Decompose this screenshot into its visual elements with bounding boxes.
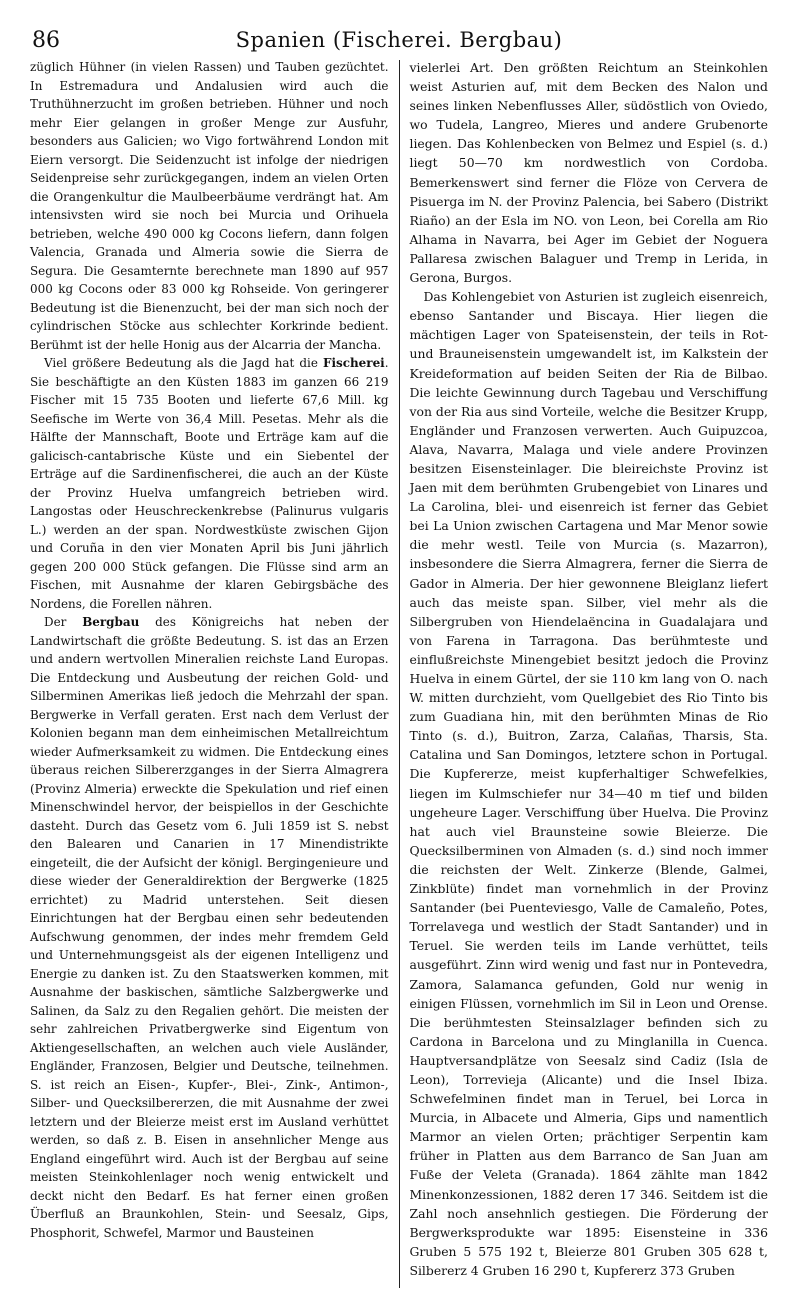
paragraph: [409, 58, 768, 287]
running-title: Spanien (Fischerei. Bergbau): [235, 28, 563, 52]
text-run: Viel größere Bedeutung als die Jagd hat die: [44, 356, 323, 370]
page-header: [30, 24, 768, 58]
right-column: [409, 58, 768, 1288]
text-run: des Königreichs hat neben der Landwirtschaft die größte Bedeutung. S. ist das an Erzen und andern wertvollen Mineralien reichste Land Europas. Die Entdeckung und Ausbeutung der reichen Gold- und Silberminen Amerikas ließ jedoch die Mehrzahl der span. Bergwerke in Verfall geraten. Erst nach dem Verlust der Kolonien begann man dem einheimischen Metallreichtum wieder Aufmerksamkeit zu widmen. Die Entdeckung eines überaus reichen Silbererzganges in der Sierra Almagrera (Provinz Almeria) erweckte die Spekulation und rief einen Minenschwindel hervor, der beispiellos in der Geschichte dasteht. Durch das Gesetz vom 6. Juli 1859 ist S. nebst den Balearen und Canarien in 17 Minendistrikte eingeteilt, die der Aufsicht der königl. Bergingenieure und diese wieder der Generaldirektion der Bergwerke (1825 errichtet) zu Madrid unterstehen. Seit diesen Einrichtungen hat der Bergbau einen sehr bedeutenden Aufschwung genommen, der indes mehr fremdem Geld und Unternehmungsgeist als der eigenen Intelligenz und Energie zu danken ist. Zu den Staatswerken kommen, mit Ausnahme der baskischen, sämtliche Salzbergwerke und Salinen, da Salz zu den Regalien gehört. Die meisten der sehr zahlreichen Privatbergwerke sind Eigentum von Aktiengesellschaften, an welchen auch viele Ausländer, Engländer, Franzosen, Belgier und Deutsche, teilnehmen. S. ist reich an Eisen-, Kupfer-, Blei-, Zink-, Antimon-, Silber- und Quecksilbererzen, die mit Ausnahme der zwei letztern und der Bleierze meist erst im Ausland verhüttet werden, so daß z. B. Eisen in ansehnlicher Menge aus England eingeführt wird. Auch ist der Bergbau auf seine meisten Steinkohlenlager noch wenig entwickelt und deckt nicht den Bedarf. Es hat ferner einen großen Überfluß an Braunkohlen, Stein- und Seesalz, Gips, Phosphorit, Schwefel, Marmor und Bausteinen: [30, 615, 389, 1240]
paragraph: [30, 354, 389, 613]
text-run: . Sie beschäftigte an den Küsten 1883 im ganzen 66 219 Fischer mit 15 735 Booten und lieferte 67,6 Mill. kg Seefische im Werte von 36,4 Mill. Pesetas. Mehr als die Hälfte der Mannschaft, Boote und Erträge kam auf die galicisch-cantabrische Küste und ein Siebentel der Erträge auf die Sardinenfischerei, die auch an der Küste der Provinz Huelva umfangreich betrieben wird. Langostas oder Heuschreckenkrebse (Palinurus vulgaris L.) werden an der span. Nordwestküste zwischen Gijon und Coruña in den vier Monaten April bis Juni jährlich gegen 200 000 Stück gefangen. Die Flüsse sind arm an Fischen, mit Ausnahme der klaren Gebirgsbäche des Nordens, die Forellen nähren.: [30, 356, 389, 611]
paragraph: [30, 58, 389, 354]
text-columns: [30, 58, 768, 1288]
left-column: [30, 58, 389, 1288]
paragraph: [409, 287, 768, 1280]
page-number: 86: [32, 28, 60, 53]
text-run: vielerlei Art. Den größten Reichtum an Steinkohlen weist Asturien auf, mit dem Becken des Nalon und seines linken Nebenflusses Aller, südöstlich von Oviedo, wo Tudela, Langreo, Mieres und andere Grubenorte liegen. Das Kohlenbecken von Belmez und Espiel (s. d.) liegt 50—70 km nordwestlich von Cordoba. Bemerkenswert sind ferner die Flöze von Cervera de Pisuerga im N. der Provinz Palencia, bei Sabero (Distrikt Riaño) an der Esla im NO. von Leon, bei Corella am Rio Alhama in Navarra, bei Ager im Gebiet der Noguera Pallaresa zwischen Balaguer und Tremp in Lerida, in Gerona, Burgos.: [409, 60, 768, 286]
text-run: züglich Hühner (in vielen Rassen) und Tauben gezüchtet. In Estremadura und Andalusien wird auch die Truthühnerzucht im großen betrieben. Hühner und noch mehr Eier gelangen in großer Menge zur Ausfuhr, besonders aus Galicien; wo Vigo fortwährend London mit Eiern versorgt. Die Seidenzucht ist infolge der niedrigen Seidenpreise sehr zurückgegangen, indem an vielen Orten die Orangenkultur die Maulbeerbäume verdrängt hat. Am intensivsten wird sie noch bei Murcia und Orihuela betrieben, welche 490 000 kg Cocons liefern, dann folgen Valencia, Granada und Almeria sowie die Sierra de Segura. Die Gesamternte berechnete man 1890 auf 957 000 kg Cocons oder 83 000 kg Rohseide. Von geringerer Bedeutung ist die Bienenzucht, bei der man sich noch der cylindrischen Stöcke aus schlechter Korkrinde bedient. Berühmt ist der helle Honig aus der Alcarria der Mancha.: [30, 60, 389, 352]
bold-term: Fischerei: [323, 356, 385, 370]
bold-term: Bergbau: [82, 615, 140, 629]
paragraph: [30, 613, 389, 1242]
column-divider: [399, 60, 400, 1288]
text-run: Der: [44, 615, 83, 629]
text-run: Das Kohlengebiet von Asturien ist zugleich eisenreich, ebenso Santander und Biscaya. Hier liegen die mächtigen Lager von Spateisenstein, der teils in Rot- und Brauneisenstein umgewandelt ist, im Kalkstein der Kreideformation auf beiden Seiten der Ria de Bilbao. Die leichte Gewinnung durch Tagebau und Verschiffung von der Ria aus sind Vorteile, welche die Besitzer Krupp, Engländer und Franzosen verwerten. Auch Guipuzcoa, Alava, Navarra, Malaga und viele andere Provinzen besitzen Eisensteinlager. Die bleireichste Provinz ist Jaen mit dem berühmten Grubengebiet von Linares und La Carolina, blei- und eisenreich ist ferner das Gebiet bei La Union zwischen Cartagena und Mar Menor sowie die mehr westl. Teile von Murcia (s. Mazarron), insbesondere die Sierra Almagrera, ferner die Sierra de Gador in Almeria. Der hier gewonnene Bleiglanz liefert auch das meiste span. Silber, viel mehr als die Silbergruben von Hiendelaëncina in Guadalajara und von Farena in Tarragona. Das berühmteste und einflußreichste Minengebiet besitzt jedoch die Provinz Huelva in einem Gürtel, der sie 110 km lang von O. nach W. mitten durchzieht, vom Quellgebiet des Rio Tinto bis zum Guadiana hin, mit den berühmten Minas de Rio Tinto (s. d.), Buitron, Zarza, Calañas, Tharsis, Sta. Catalina und San Domingos, letztere schon in Portugal. Die Kupfererze, meist kupferhaltiger Schwefelkies, liegen im Kulmschiefer nur 34—40 m tief und bilden ungeheure Lager. Verschiffung über Huelva. Die Provinz hat auch viel Braunsteine sowie Bleierze. Die Quecksilberminen von Almaden (s. d.) sind noch immer die reichsten der Welt. Zinkerze (Blende, Galmei, Zinkblüte) findet man vornehmlich in der Provinz Santander (bei Puenteviesgo, Valle de Camaleño, Potes, Torrelavega und westlich der Stadt Santander) und in Teruel. Sie werden teils im Lande verhüttet, teils ausgeführt. Zinn wird wenig und fast nur in Pontevedra, Zamora, Salamanca gefunden, Gold nur wenig in einigen Flüssen, vornehmlich im Sil in Leon und Orense. Die berühmtesten Steinsalzlager befinden sich zu Cardona in Barcelona und zu Minglanilla in Cuenca. Hauptversandplätze von Seesalz sind Cadiz (Isla de Leon), Torrevieja (Alicante) und die Insel Ibiza. Schwefelminen findet man in Teruel, bei Lorca in Murcia, in Albacete und Almeria, Gips und namentlich Marmor an vielen Orten; prächtiger Serpentin kam früher in Platten aus dem Barranco de San Juan am Fuße der Veleta (Granada). 1864 zählte man 1842 Minenkonzessionen, 1882 deren 17 346. Seitdem ist die Zahl noch ansehnlich gestiegen. Die Förderung der Bergwerksprodukte war 1895: Eisensteine in 336 Gruben 5 575 192 t, Bleierze 801 Gruben 305 628 t, Silbererz 4 Gruben 16 290 t, Kupfererz 373 Gruben: [409, 289, 768, 1278]
